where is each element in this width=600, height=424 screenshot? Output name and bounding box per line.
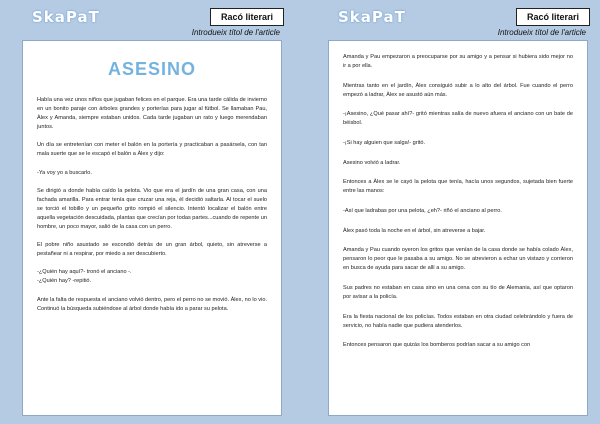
paragraph: Mientras tanto en el jardín, Àlex consiguió subir a lo alto del árbol. Fue cuando el perro empezó a ladrar, Àlex se asustó aún más. <box>343 82 573 98</box>
section-badge: Racó literari <box>210 8 284 26</box>
right-page <box>318 0 598 424</box>
article-subtitle: Introdueix títol de l'article <box>497 28 586 37</box>
paragraph: -Ya voy yo a buscarlo. <box>37 169 92 176</box>
paragraph: Entonces a Àlex se le cayó la pelota que tenía, hacía unos segundos, sujetada bien fuerte entre las manos: <box>343 179 573 195</box>
paragraph: Sus padres no estaban en casa sino en una cena con su tío de Alemania, así que optaron por avisar a la policía. <box>343 284 573 300</box>
paragraph: Amanda y Pau empezaron a preocuparse por su amigo y a pensar si hubiera sido mejor no ir a por ella. <box>343 54 573 70</box>
right-paper <box>328 40 588 416</box>
paragraph: Entonces pensaron que quizás los bomberos podrían sacar a su amigo con <box>343 342 531 349</box>
story-title: ASESINO <box>107 59 197 79</box>
paragraph: -¡Si hay alguien que salga!- gritó. <box>343 140 426 147</box>
left-page <box>12 0 292 424</box>
left-paper <box>22 40 282 416</box>
article-subtitle: Introdueix títol de l'article <box>191 28 280 37</box>
paragraph: Asesino volvió a ladrar. <box>343 159 401 166</box>
paragraph: -¿Quién hay aquí?- tronó el anciano -. <box>37 269 132 276</box>
paragraph: Había una vez unos niños que jugaban felices en el parque. Era una tarde cálida de invierno en un bonito paraje con árboles grandes y porterías para jugar al fútbol. Se llamaban Pau, Àlex y Amanda, siempre estaban unidos. Cada tarde jugaban un rato y luego merendaban juntos. <box>37 97 267 131</box>
paragraph: -¡Asesino, ¿Qué pasar ahí?- gritó mientras salía de nuevo afuera el anciano con un bate de béisbol. <box>343 111 573 127</box>
skapat-logo: SkaPaT <box>338 8 406 26</box>
paragraph: Àlex pasó toda la noche en el árbol, sin atreverse a bajar. <box>343 227 486 234</box>
paragraph: Amanda y Pau cuando oyeron los gritos que venían de la casa donde se había colado Àlex, pensaron lo peor que le pasaba a su amigo. No se atrevieron a echar un vistazo y corrieron en busca de ayuda para sacar de allí a su amigo. <box>343 247 573 272</box>
paragraph: Ante la falta de respuesta el anciano volvió dentro, pero el perro no se movió. Àlex, no lo vio. Continuó la búsqueda subiéndose al árbol donde había ido a parar su pelota. <box>37 296 267 312</box>
paragraph: Se dirigió a donde había caído la pelota. Vio que era el jardín de una gran casa, con una fachada amarilla. Para entrar tenía que cruzar una reja, él decidió saltarla. Al tocar el suelo se torció el tobillo y un pequeño grito rompió el silencio. Intentó localizar el balón entre aquella vegetación descuidada, plantas que crecían por todas partes...cuando de repente un hombre, un poco mayor, salió de la casa con un perro. <box>37 187 267 231</box>
paragraph: -¿Quién hay? -repitió. <box>37 278 92 285</box>
skapat-logo: SkaPaT <box>32 8 100 26</box>
paragraph: El pobre niño asustado se escondió detrás de un gran árbol, quieto, sin atreverse a pestañear ni a respirar, por miedo a ser descubierto. <box>37 242 267 258</box>
paragraph: Un día se entretenían con meter el balón en la portería y practicaban a pasársela, con tan mala suerte que se le escapó el balón a Àlex y dijo: <box>37 142 267 158</box>
paragraph: Era la fiesta nacional de los policías. Todos estaban en otra ciudad celebrándolo y fuera de servicio, no había nadie que pudiera atenderlos. <box>343 313 573 329</box>
section-badge: Racó literari <box>516 8 590 26</box>
paragraph: -Así que ladrabas por una pelota, ¿eh?- riñó el anciano al perro. <box>343 207 502 214</box>
